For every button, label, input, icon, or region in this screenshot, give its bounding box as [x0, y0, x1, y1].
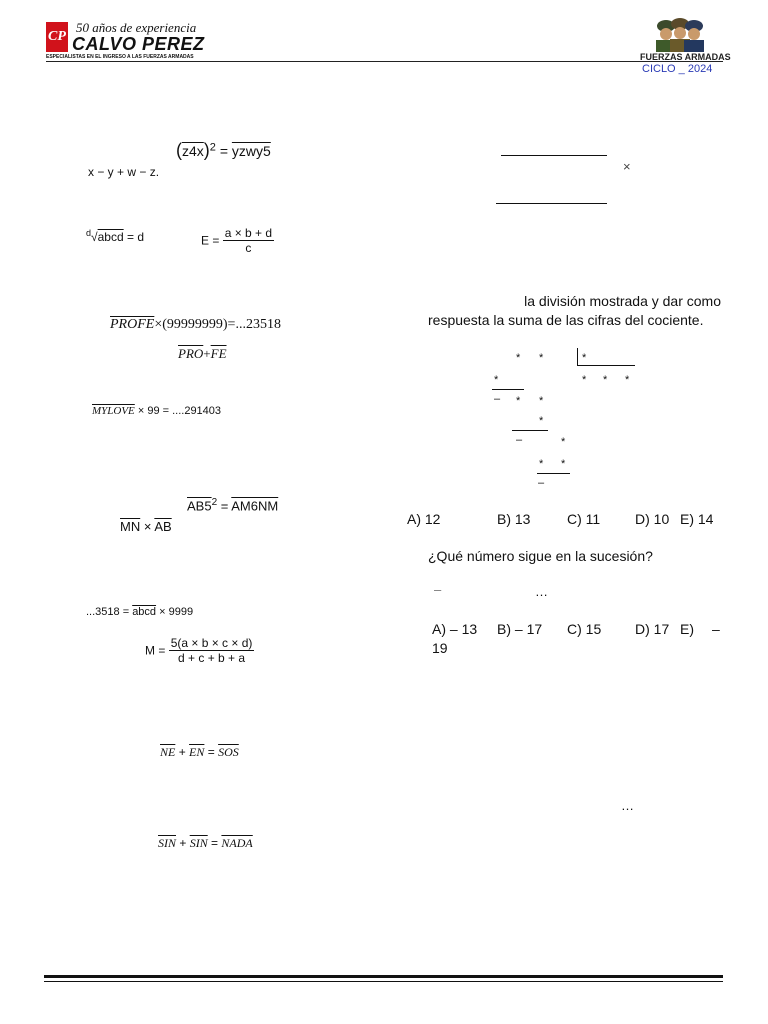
equation-z4x: $(z4x)^2$ = yzwy5 [176, 140, 271, 160]
word-ab: $\overline{AB}$ [154, 519, 172, 534]
word-sin-1: $\overline{SIN}$ [158, 836, 176, 850]
plus-sign: + [178, 745, 186, 759]
footer-rule-thin [44, 981, 723, 982]
subtraction-line [537, 473, 570, 474]
dash-digit: – [538, 477, 545, 489]
word-sin-2: $\overline{SIN}$ [189, 836, 208, 850]
ellipsis-mark: … [621, 798, 634, 813]
equation-mylove [92, 405, 221, 417]
m-denominator: d + c + b + a [178, 651, 246, 665]
sequence-dash: – [434, 582, 442, 597]
e-lhs: E = [201, 233, 220, 248]
word-am6nm: AM6NM [231, 498, 279, 514]
equation-ask-xywz: x − y + w − z. [88, 165, 160, 179]
blank-line-2 [496, 203, 607, 204]
equals-sign: = [220, 498, 229, 514]
word-ne: $\overline{NE}$ [160, 745, 176, 759]
option-c: C) 11 [567, 511, 601, 527]
e-denominator: c [245, 241, 252, 255]
divisor-bracket-vertical [577, 348, 578, 365]
option-e: E) [680, 621, 694, 637]
header-rule [46, 61, 723, 62]
digit-star: * [539, 395, 544, 407]
option-a: A) – 13 [432, 621, 478, 637]
equation-mn-ab [120, 519, 172, 534]
abcd-rest: × 9999 [159, 606, 194, 618]
word-mylove: MYLOVE [92, 405, 135, 417]
equation-m [145, 636, 254, 665]
word-ab5: AB5 [187, 498, 212, 514]
times-sign: × [143, 519, 152, 534]
equation-sin-nada [158, 836, 253, 851]
word-en: $\overline{EN}$ [189, 745, 205, 759]
option-b: B) – 17 [497, 621, 543, 637]
mylove-rest: × 99 = ....291403 [137, 405, 222, 417]
option-b: B) 13 [497, 511, 531, 527]
m-numerator: 5(a × b × c × d) [170, 636, 253, 650]
profe-rest: ×(99999999)=...23518 [154, 317, 281, 332]
equation-e [201, 226, 274, 255]
abcd-lhs: ...3518 = [86, 606, 130, 618]
option-e-value: 19 [432, 640, 448, 656]
subtraction-line [492, 389, 524, 390]
equals-sign: = [207, 745, 215, 759]
blank-line-1 [501, 155, 607, 156]
option-d: D) 17 [635, 621, 670, 637]
word-abcd: abcd [132, 606, 157, 618]
word-sos: $\overline{SOS}$ [218, 745, 239, 759]
subtraction-line [512, 430, 548, 431]
equation-root: $^d$√abcd = d [86, 228, 144, 244]
digit-star: * [516, 395, 521, 407]
ab5-exponent: 2 [211, 497, 218, 508]
brand-subtitle: ESPECIALISTAS EN EL INGRESO A LAS FUERZAS ARMADAS [46, 54, 194, 60]
option-c: C) 15 [567, 621, 602, 637]
brand-logo: CP [46, 22, 68, 52]
root-body: abcd [97, 230, 124, 244]
option-e-sign: – [712, 621, 720, 637]
division-text-line1: la división mostrada y dar como [524, 293, 721, 309]
e-numerator: a × b + d [224, 226, 273, 240]
plus-sign: + [203, 346, 211, 361]
equation-ne-en-sos [160, 745, 239, 760]
brand-name: CALVO PEREZ [72, 34, 205, 54]
digit-star: * [516, 352, 521, 364]
digit-star: * [539, 352, 544, 364]
word-nada: NADA [221, 836, 253, 850]
option-a: A) 12 [407, 511, 441, 527]
equals-sign: = [211, 836, 219, 850]
overline-yzwy5: yzwy5 [231, 143, 271, 159]
digit-star: * [539, 458, 544, 470]
dash-digit: – [516, 434, 523, 446]
root-index: d [86, 228, 92, 238]
word-profe: PROFE [110, 317, 155, 332]
option-d: D) 10 [635, 511, 670, 527]
m-lhs: M = [145, 643, 166, 658]
footer-rule-thick [44, 975, 723, 978]
dash-digit: – [494, 393, 501, 405]
cycle-label: CICLO _ 2024 [642, 63, 713, 75]
brand-tagline: 50 años de experiencia [76, 20, 197, 35]
quotient-star: * [582, 374, 587, 386]
digit-star: * [494, 374, 499, 386]
overline-z4x: z4x [182, 143, 204, 159]
quotient-star: * [625, 374, 630, 386]
digit-star: * [561, 458, 566, 470]
word-fe: $\overline{FE}$ [210, 346, 227, 361]
equation-profe [110, 317, 281, 333]
root-rhs: = d [126, 230, 144, 244]
times-symbol: × [623, 159, 631, 174]
plus-sign: + [179, 836, 187, 850]
sequence-ellipsis: … [535, 584, 548, 599]
equation-ab5 [187, 497, 278, 513]
division-text-line2: respuesta la suma de las cifras del cociente. [428, 312, 704, 328]
sequence-question: ¿Qué número sigue en la sucesión? [428, 548, 653, 564]
digit-star: * [539, 415, 544, 427]
divisor-star: * [582, 352, 587, 364]
word-mn: $\overline{MN}$ [120, 519, 141, 534]
option-e: E) 14 [680, 511, 714, 527]
soldiers-emblem-icon [652, 16, 708, 52]
exponent: 2 [209, 141, 216, 154]
forces-title: FUERZAS ARMADAS [640, 52, 731, 62]
equation-pro-fe [178, 346, 227, 362]
word-pro: $\overline{PRO}$ [178, 346, 204, 361]
divisor-bracket-horizontal [577, 365, 635, 366]
quotient-star: * [603, 374, 608, 386]
digit-star: * [561, 436, 566, 448]
equation-abcd [86, 606, 193, 618]
